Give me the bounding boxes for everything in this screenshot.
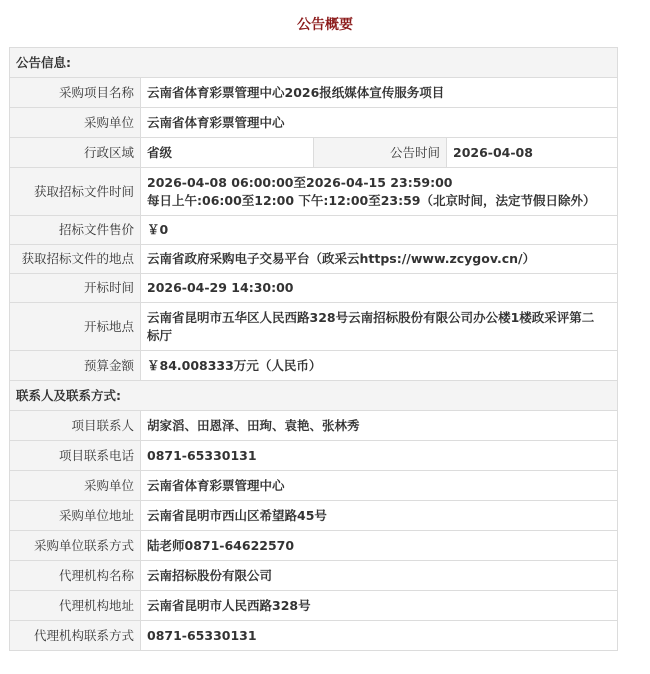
table-row bbox=[10, 411, 618, 441]
purchase-unit-address-value: 云南省昆明市西山区希望路45号 bbox=[141, 501, 618, 531]
table-row bbox=[10, 108, 618, 138]
notice-summary-table bbox=[9, 47, 618, 651]
page-title: 公告概要 bbox=[297, 17, 353, 33]
field-label: 开标时间 bbox=[10, 274, 141, 303]
table-row bbox=[10, 561, 618, 591]
field-label: 项目联系人 bbox=[10, 411, 141, 441]
field-label: 代理机构名称 bbox=[10, 561, 141, 591]
field-label: 采购项目名称 bbox=[10, 78, 141, 108]
field-label: 采购单位联系方式 bbox=[10, 531, 141, 561]
table-row bbox=[10, 216, 618, 245]
open-place-line-1: 云南省昆明市五华区人民西路328号云南招标股份有限公司办公楼1楼政采评第二 bbox=[147, 309, 595, 325]
doc-price-value: ￥0 bbox=[141, 216, 618, 245]
table-row bbox=[10, 441, 618, 471]
table-row bbox=[10, 351, 618, 381]
table-row bbox=[10, 621, 618, 651]
section-title-notice: 公告信息: bbox=[10, 48, 618, 78]
field-label: 公告时间 bbox=[314, 138, 447, 168]
open-time-value: 2026-04-29 14:30:00 bbox=[141, 274, 618, 303]
field-label: 预算金额 bbox=[10, 351, 141, 381]
table-row bbox=[10, 531, 618, 561]
field-label: 招标文件售价 bbox=[10, 216, 141, 245]
field-label: 获取招标文件的地点 bbox=[10, 245, 141, 274]
field-label: 采购单位 bbox=[10, 471, 141, 501]
table-row bbox=[10, 303, 618, 351]
purchase-unit-value: 云南省体育彩票管理中心 bbox=[141, 108, 618, 138]
field-label: 代理机构地址 bbox=[10, 591, 141, 621]
contact-purchase-unit-value: 云南省体育彩票管理中心 bbox=[141, 471, 618, 501]
table-row bbox=[10, 138, 618, 168]
open-place-line-2: 标厅 bbox=[147, 327, 173, 343]
field-label: 采购单位地址 bbox=[10, 501, 141, 531]
purchase-unit-contact-value: 陆老师0871-64622570 bbox=[141, 531, 618, 561]
section-header-row bbox=[10, 48, 618, 78]
publish-time-value: 2026-04-08 bbox=[447, 138, 618, 168]
get-doc-place-value: 云南省政府采购电子交易平台（政采云https://www.zcygov.cn/） bbox=[141, 245, 618, 274]
table-row bbox=[10, 501, 618, 531]
field-label: 代理机构联系方式 bbox=[10, 621, 141, 651]
field-label: 开标地点 bbox=[10, 303, 141, 351]
open-place-value bbox=[141, 303, 618, 351]
project-phone-value: 0871-65330131 bbox=[141, 441, 618, 471]
get-doc-time-value bbox=[141, 168, 618, 216]
field-label: 项目联系电话 bbox=[10, 441, 141, 471]
region-value: 省级 bbox=[141, 138, 314, 168]
table-row bbox=[10, 274, 618, 303]
table-row bbox=[10, 471, 618, 501]
section-title-contact: 联系人及联系方式: bbox=[10, 381, 618, 411]
field-label: 行政区域 bbox=[10, 138, 141, 168]
section-header-row bbox=[10, 381, 618, 411]
project-contact-value: 胡家滔、田恩泽、田珣、袁艳、张林秀 bbox=[141, 411, 618, 441]
table-row bbox=[10, 168, 618, 216]
budget-value: ￥84.008333万元（人民币） bbox=[141, 351, 618, 381]
agency-contact-value: 0871-65330131 bbox=[141, 621, 618, 651]
field-label: 获取招标文件时间 bbox=[10, 168, 141, 216]
table-row bbox=[10, 245, 618, 274]
agency-name-value: 云南招标股份有限公司 bbox=[141, 561, 618, 591]
get-doc-time-range: 2026-04-08 06:00:00至2026-04-15 23:59:00 bbox=[147, 174, 453, 190]
table-row bbox=[10, 78, 618, 108]
table-row bbox=[10, 591, 618, 621]
purchase-project-name-value: 云南省体育彩票管理中心2026报纸媒体宣传服务项目 bbox=[141, 78, 618, 108]
field-label: 采购单位 bbox=[10, 108, 141, 138]
agency-address-value: 云南省昆明市人民西路328号 bbox=[141, 591, 618, 621]
get-doc-time-daily: 每日上午:06:00至12:00 下午:12:00至23:59（北京时间，法定节假日除外） bbox=[147, 192, 596, 208]
